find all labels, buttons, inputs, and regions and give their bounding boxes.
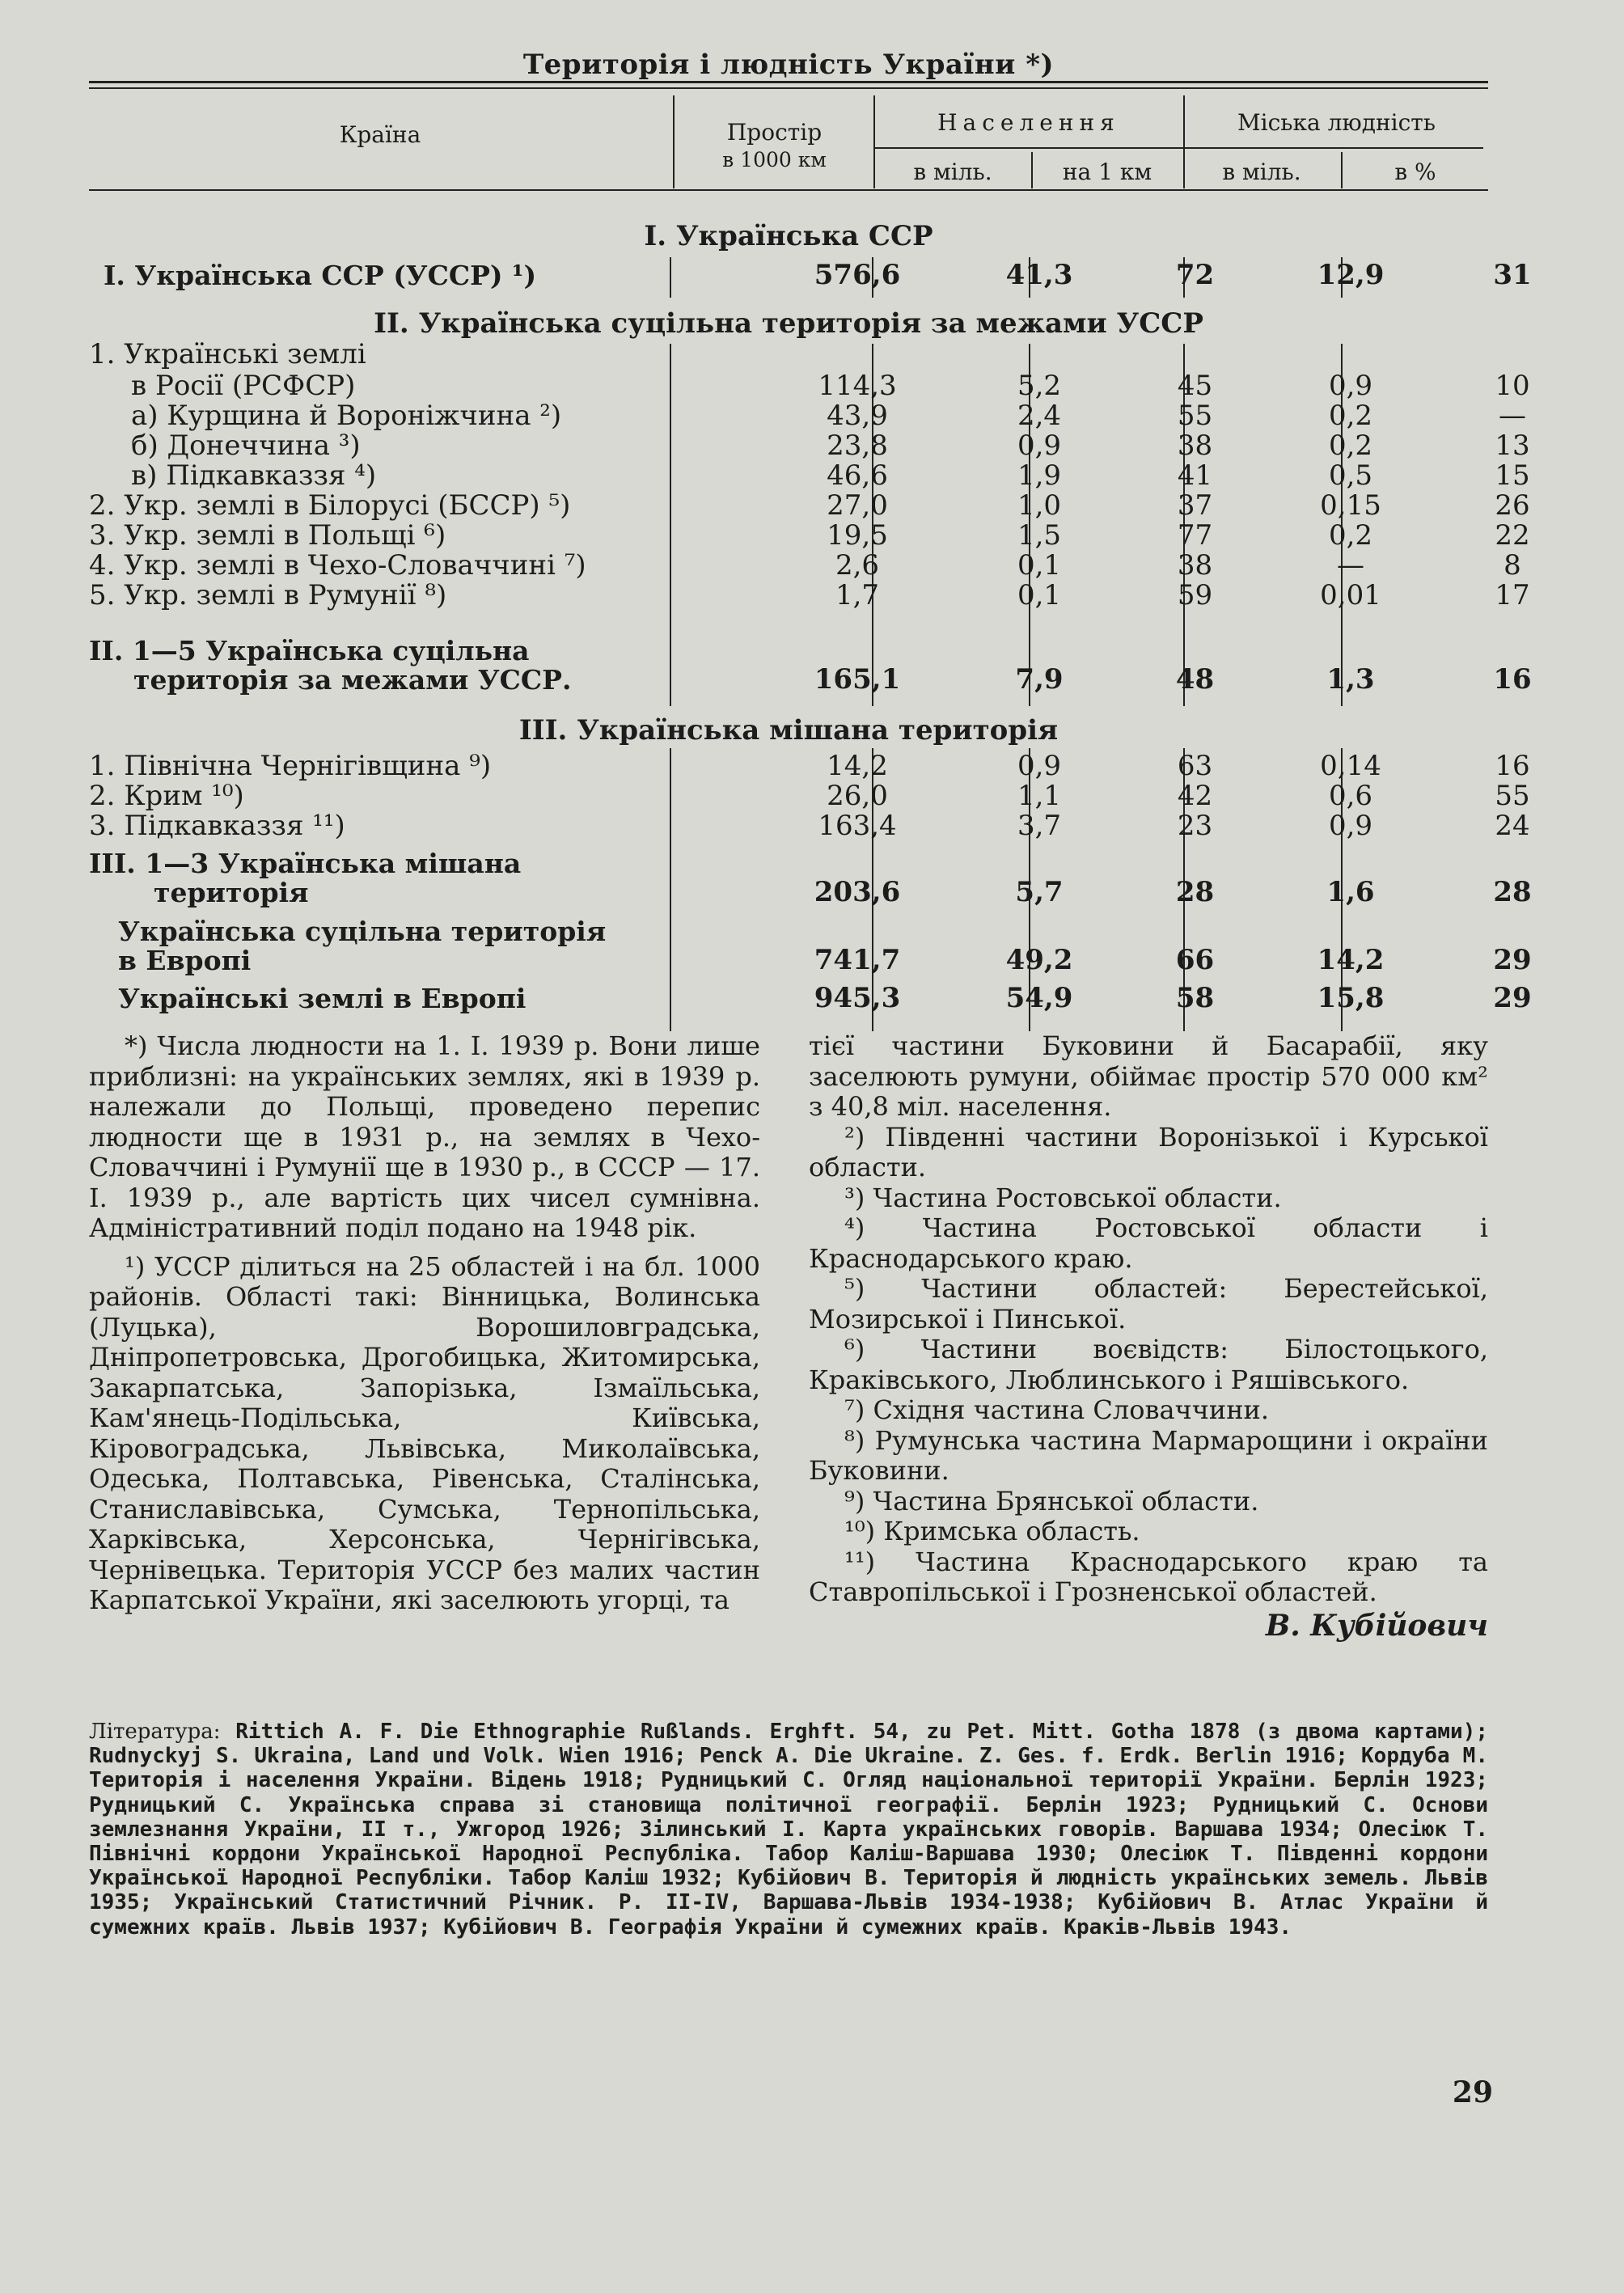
table-title: Територія і людність України *) [522,49,1055,81]
density-cell: 55 [1177,400,1213,432]
urban-percent-cell: 13 [1495,429,1530,462]
header-country: Країна [339,121,421,148]
population-cell: 0,9 [1017,429,1062,462]
row-label: б) Донеччина ³) [131,429,361,462]
urban-millions-cell: 0,2 [1328,519,1373,552]
footnote: ³) Частина Ростовської области. [844,1182,1282,1213]
urban-millions-cell: — [1337,549,1364,582]
table-row [89,370,1530,402]
urban-millions-cell: 1,6 [1326,876,1375,908]
row-label: 3. Укр. землі в Польщі ⁶) [89,519,446,552]
page-number: 29 [1452,2075,1493,2109]
footnote: ⁷) Східня частина Словаччини. [844,1394,1270,1425]
urban-percent-cell: 29 [1493,944,1532,976]
footnote: ²) Південні частини Воронізької і Курської области. [809,1121,1488,1182]
header-divider [873,95,875,188]
footnote: ⁸) Румунська частина Мармарощини і окраїни Буковини. [809,1424,1488,1486]
density-cell: 41 [1177,459,1213,492]
urban-millions-cell: 14,2 [1317,944,1385,976]
population-cell: 1,9 [1017,459,1062,492]
population-cell: 2,4 [1017,400,1062,432]
row-label: I. Українська ССР (УССР) ¹) [104,260,537,291]
density-cell: 72 [1175,259,1215,291]
urban-percent-cell: 26 [1495,489,1530,522]
table-row [89,340,1488,370]
density-cell: 45 [1177,370,1213,402]
header-divider [1031,152,1033,188]
density-cell: 28 [1175,876,1215,908]
area-cell: 741,7 [814,944,901,976]
urban-percent-cell: 22 [1495,519,1530,552]
area-cell: 203,6 [814,876,901,908]
urban-millions-cell: 0,9 [1328,370,1373,402]
row-label: 1. Українські землі [89,338,366,370]
table-row [89,982,1532,1014]
section-heading: II. Українська суцільна територія за межами УССР [374,307,1203,340]
urban-percent-cell: 29 [1493,982,1532,1014]
urban-millions-cell: 0,9 [1328,810,1373,842]
population-cell: 5,2 [1017,370,1062,402]
literature-block [89,1720,1488,1940]
urban-millions-cell: 0,15 [1320,489,1381,522]
urban-percent-cell: 16 [1493,663,1532,696]
urban-percent-cell: 17 [1495,579,1530,611]
urban-millions-cell: 0,2 [1328,429,1373,462]
area-cell: 26,0 [827,780,888,812]
urban-millions-cell: 0,2 [1328,400,1373,432]
urban-millions-cell: 12,9 [1317,259,1385,291]
table-row [89,579,1530,611]
header-sub-rule [875,147,1483,149]
area-cell: 2,6 [835,549,880,582]
urban-percent-cell: 15 [1495,459,1530,492]
header-divider [1341,152,1343,188]
urban-percent-cell: 28 [1493,876,1532,908]
urban-percent-cell: 31 [1493,259,1532,291]
header-divider [673,95,675,188]
row-label: а) Курщина й Вороніжчина ²) [131,400,562,432]
urban-millions-cell: 0,6 [1328,780,1373,812]
area-cell: 165,1 [814,663,901,696]
header-per-km: на 1 км [1062,159,1152,185]
footnote: тієї частини Буковини й Басарабії, яку заселюють румуни, обіймає простір 570 000 км² з 40,8 міл. населення. [809,1030,1488,1122]
density-cell: 58 [1175,982,1215,1014]
footnote: ¹¹) Частина Краснодарського краю та Ставропільської і Грозненської областей. [809,1546,1488,1607]
density-cell: 38 [1177,549,1213,582]
header-population: Населення [937,109,1120,136]
density-cell: 23 [1177,810,1213,842]
density-cell: 66 [1175,944,1215,976]
row-label: Українська суцільна територія [118,916,607,947]
footnote: ⁵) Частини областей: Берестейської, Мозирської і Пинської. [809,1273,1488,1335]
footnotes-right [809,1031,1488,1641]
area-cell: 46,6 [827,459,888,492]
header-urban-millions: в міль. [1222,159,1301,185]
urban-percent-cell: 24 [1495,810,1530,842]
header-area-line2: в 1000 км [722,148,827,171]
header-urban-percent: в % [1394,159,1436,185]
title-rule [89,81,1488,83]
footnote: ¹) УССР ділиться на 25 областей і на бл. 1000 районів. Області такі: Вінницька, Волинська (Луцька), Ворошиловградська, Дніпропетровська, Дрогобицька, Житомирська, Закарпатська, Запорізька, Ізмаїльська, Кам'янець-Подільська, Київська, Кіровоградська, Львівська, Миколаївська, Одеська, Полтавська, Рівенська, Сталінська, Станиславівська, Сумська, Тернопільська, Харківська, Херсонська, Чернігівська, Чернівецька. Територія УССР без малих частин Карпатської України, які заселюють угорці, та [89,1250,760,1615]
table-row [89,916,1488,946]
table-row [89,429,1530,462]
area-cell: 576,6 [814,259,901,291]
population-cell: 5,7 [1015,876,1064,908]
row-label: 4. Укр. землі в Чехо-Словаччині ⁷) [89,549,586,582]
population-cell: 41,3 [1005,259,1073,291]
area-cell: 19,5 [827,519,888,552]
row-label: II. 1—5 Українська суцільна [89,635,530,666]
area-cell: 163,4 [818,810,897,842]
footnotes-left [89,1031,760,1616]
population-cell: 1,1 [1017,780,1062,812]
title-rule-second [89,87,1488,89]
table-row [89,663,1532,696]
row-label: III. 1—3 Українська мішана [89,848,522,879]
table-row [89,636,1488,666]
row-label: 5. Укр. землі в Румунії ⁸) [89,579,447,611]
literature-text: Rittich A. F. Die Ethnographie Rußlands. Erghft. 54, zu Pet. Mitt. Gotha 1878 (з двома картами); Rudnyckyj S. Ukraina, Land und Volk. Wien 1916; Penck A. Die Ukraine. Z. Ges. f. Erdk. Berlin 1916; Кордуба М. Територія і населення України. Відень 1918; Рудницький С. Огляд національної території України. Берлін 1923; Рудницький С. Українська справа зі становища політичної географії. Берлін 1923; Рудницький С. Основи землезнання України, II т., Ужгород 1926; Зілинський І. Карта українських говорів. Варшава 1934; Олесіюк Т. Північні кордони Української Народної Республіка. Табор Каліш-Варшава 1930; Олесіюк Т. Південні кордони Української Народної Республіки. Табор Каліш 1932; Кубійович В. Територія й людність українських земель. Львів 1935; Український Статистичний Річник. Р. II-IV, Варшава-Львів 1934-1938; Кубійович В. Атлас України й сумежних країв. Львів 1937; Кубійович В. Географія України й сумежних країв. Краків-Львів 1943. [89,1720,1489,1940]
population-cell: 1,5 [1017,519,1062,552]
row-label: в Росії (РСФСР) [131,370,356,402]
section-heading: III. Українська мішана територія [518,714,1059,747]
table-row [89,549,1521,582]
header-bottom-rule [89,189,1488,191]
urban-percent-cell: 16 [1495,750,1530,782]
urban-millions-cell: 0,14 [1320,750,1381,782]
header-area-line1: Простір [726,119,823,146]
row-label: територія за межами УССР. [133,664,572,696]
table-row [89,750,1530,782]
urban-millions-cell: 15,8 [1317,982,1385,1014]
row-label: в) Підкавказзя ⁴) [131,459,377,492]
urban-millions-cell: 0,01 [1320,579,1381,611]
table-row [89,848,1488,878]
density-cell: 59 [1177,579,1213,611]
table-row [89,810,1530,842]
population-cell: 0,1 [1017,579,1062,611]
table-row [89,459,1530,492]
population-cell: 0,1 [1017,549,1062,582]
density-cell: 42 [1177,780,1213,812]
row-label: територія [154,877,309,908]
footnote: *) Числа людности на 1. I. 1939 р. Вони лише приблизні: на українських землях, які в 1939 р. належали до Польщі, проведено перепис людности ще в 1931 р., на землях в Чехо-Словаччині і Румунії ще в 1930 р., в СССР — 17. I. 1939 р., але вартість цих чисел сумнівна. Адміністративний поділ подано на 1948 рік. [89,1030,760,1243]
table-row [89,876,1532,908]
table-row [89,519,1530,552]
area-cell: 945,3 [814,982,901,1014]
area-cell: 1,7 [835,579,880,611]
footnote: ⁶) Частини воєвідств: Білостоцького, Краківського, Люблинського і Ряшівського. [809,1334,1488,1395]
population-cell: 54,9 [1005,982,1073,1014]
table-row [89,944,1532,976]
table-row [89,780,1530,812]
area-cell: 43,9 [827,400,888,432]
literature-lead: Література: [89,1720,221,1744]
row-label: в Европі [118,945,252,976]
population-cell: 49,2 [1005,944,1073,976]
population-cell: 0,9 [1017,750,1062,782]
population-cell: 7,9 [1015,663,1064,696]
area-cell: 23,8 [827,429,888,462]
footnote: ⁴) Частина Ростовської области і Краснодарського краю. [809,1212,1488,1274]
table-row [89,259,1532,291]
header-divider [1183,95,1185,188]
density-cell: 77 [1177,519,1213,552]
footnote: ¹⁰) Кримська область. [844,1516,1140,1546]
density-cell: 63 [1177,750,1213,782]
population-cell: 3,7 [1017,810,1062,842]
section-heading: I. Українська ССР [644,220,933,252]
footnote: ⁹) Частина Брянської области. [844,1485,1259,1517]
row-label: 2. Крим ¹⁰) [89,780,244,812]
row-label: Українські землі в Европі [118,983,527,1014]
row-label: 3. Підкавказзя ¹¹) [89,810,345,842]
urban-percent-cell: — [1499,400,1526,432]
density-cell: 37 [1177,489,1213,522]
table-row [89,489,1530,522]
author-signature: В. Кубійович [1265,1608,1488,1643]
urban-millions-cell: 1,3 [1326,663,1375,696]
population-cell: 1,0 [1017,489,1062,522]
urban-percent-cell: 8 [1503,549,1521,582]
area-cell: 27,0 [827,489,888,522]
header-urban: Міська людність [1237,109,1436,136]
area-cell: 114,3 [818,370,897,402]
header-pop-millions: в міль. [913,159,992,185]
urban-percent-cell: 55 [1495,780,1530,812]
area-cell: 14,2 [827,750,888,782]
urban-millions-cell: 0,5 [1328,459,1373,492]
row-label: 1. Північна Чернігівщина ⁹) [89,750,492,782]
density-cell: 48 [1175,663,1215,696]
table-row [89,400,1526,432]
urban-percent-cell: 10 [1495,370,1530,402]
density-cell: 38 [1177,429,1213,462]
row-label: 2. Укр. землі в Білорусі (БССР) ⁵) [89,489,571,522]
